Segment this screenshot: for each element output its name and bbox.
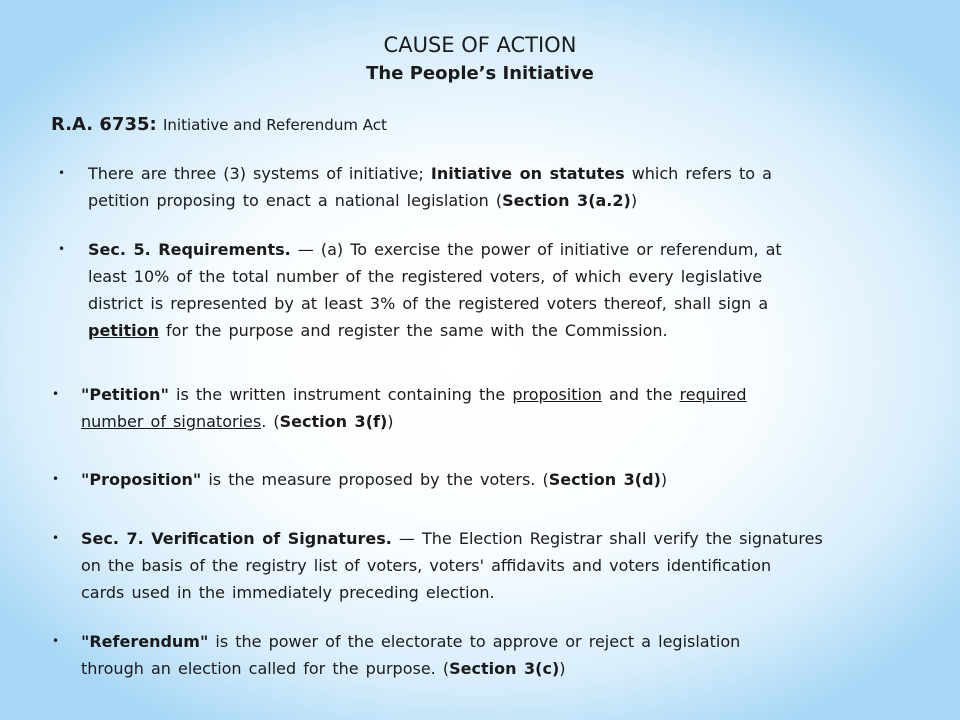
bullet-icon: • <box>52 634 60 648</box>
text-run: petition proposing to enact a national legislation ( <box>88 191 503 210</box>
text-line <box>81 408 747 435</box>
text-run-bold: Section 3(c) <box>449 659 560 678</box>
text-run: which refers to a <box>624 164 772 183</box>
act-name: Initiative and Referendum Act <box>162 116 387 134</box>
bullet-icon: • <box>52 472 60 486</box>
text-run-bold: Sec. 5. Requirements. <box>88 240 291 259</box>
bullet-icon: • <box>52 387 60 401</box>
text-line <box>81 381 747 408</box>
bullet-icon: • <box>58 166 66 180</box>
referendum-definition-item <box>81 628 740 682</box>
text-run-bold: Initiative on statutes <box>430 164 625 183</box>
text-run-underlined: required <box>679 385 747 404</box>
text-line: least 10% of the total number of the registered voters, of which every legislative <box>88 267 763 286</box>
verification-item <box>81 525 823 606</box>
act-code: R.A. 6735: <box>51 114 157 135</box>
text-run-bold: Section 3(f) <box>279 412 388 431</box>
text-run-underlined: number of signatories <box>81 412 262 431</box>
bullet-icon: • <box>52 531 60 545</box>
text-run-bold: "Petition" <box>81 385 169 404</box>
text-line <box>81 655 740 682</box>
text-line: on the basis of the registry list of voters, voters' affidavits and voters identification <box>81 556 772 575</box>
text-run: ) <box>387 412 394 431</box>
text-line <box>81 525 823 552</box>
text-run: ) <box>630 191 638 210</box>
initiative-systems-item <box>88 160 772 214</box>
petition-definition-item <box>81 381 747 435</box>
text-run-bold: Section 3(a.2) <box>502 191 631 210</box>
text-run: There are three (3) systems of initiative; <box>88 164 431 183</box>
text-run: — (a) To exercise the power of initiative or referendum, at <box>290 240 782 259</box>
text-line: cards used in the immediately preceding election. <box>81 583 495 602</box>
text-run: is the written instrument containing the <box>168 385 513 404</box>
proposition-definition-item <box>81 466 667 493</box>
text-run: and the <box>601 385 680 404</box>
text-line: district is represented by at least 3% of the registered voters thereof, shall sign a <box>88 294 769 313</box>
text-line <box>88 317 782 344</box>
slide-title: CAUSE OF ACTION <box>383 33 577 57</box>
text-line <box>88 160 772 187</box>
text-run-bold: Section 3(d) <box>548 470 661 489</box>
text-run: is the power of the electorate to approve or reject a legislation <box>208 632 741 651</box>
bullet-icon: • <box>58 242 66 256</box>
text-run: through an election called for the purpose. ( <box>81 659 450 678</box>
slide-subtitle: The People’s Initiative <box>366 63 594 84</box>
text-line <box>88 187 772 214</box>
text-line <box>81 466 667 493</box>
text-line <box>81 628 740 655</box>
text-run: ) <box>559 659 566 678</box>
text-run-bold-underlined: petition <box>88 321 159 340</box>
text-run: for the purpose and register the same with the Commission. <box>158 321 668 340</box>
text-run: is the measure proposed by the voters. ( <box>201 470 549 489</box>
text-run: ) <box>660 470 668 489</box>
text-run-underlined: proposition <box>512 385 602 404</box>
requirements-item <box>88 236 782 344</box>
text-line <box>88 236 782 263</box>
text-run-bold: "Referendum" <box>81 632 209 651</box>
text-run-bold: "Proposition" <box>81 470 202 489</box>
act-heading <box>51 114 387 135</box>
text-run-bold: Sec. 7. Verification of Signatures. <box>81 529 392 548</box>
text-run: — The Election Registrar shall verify the signatures <box>391 529 823 548</box>
text-run: . ( <box>261 412 280 431</box>
